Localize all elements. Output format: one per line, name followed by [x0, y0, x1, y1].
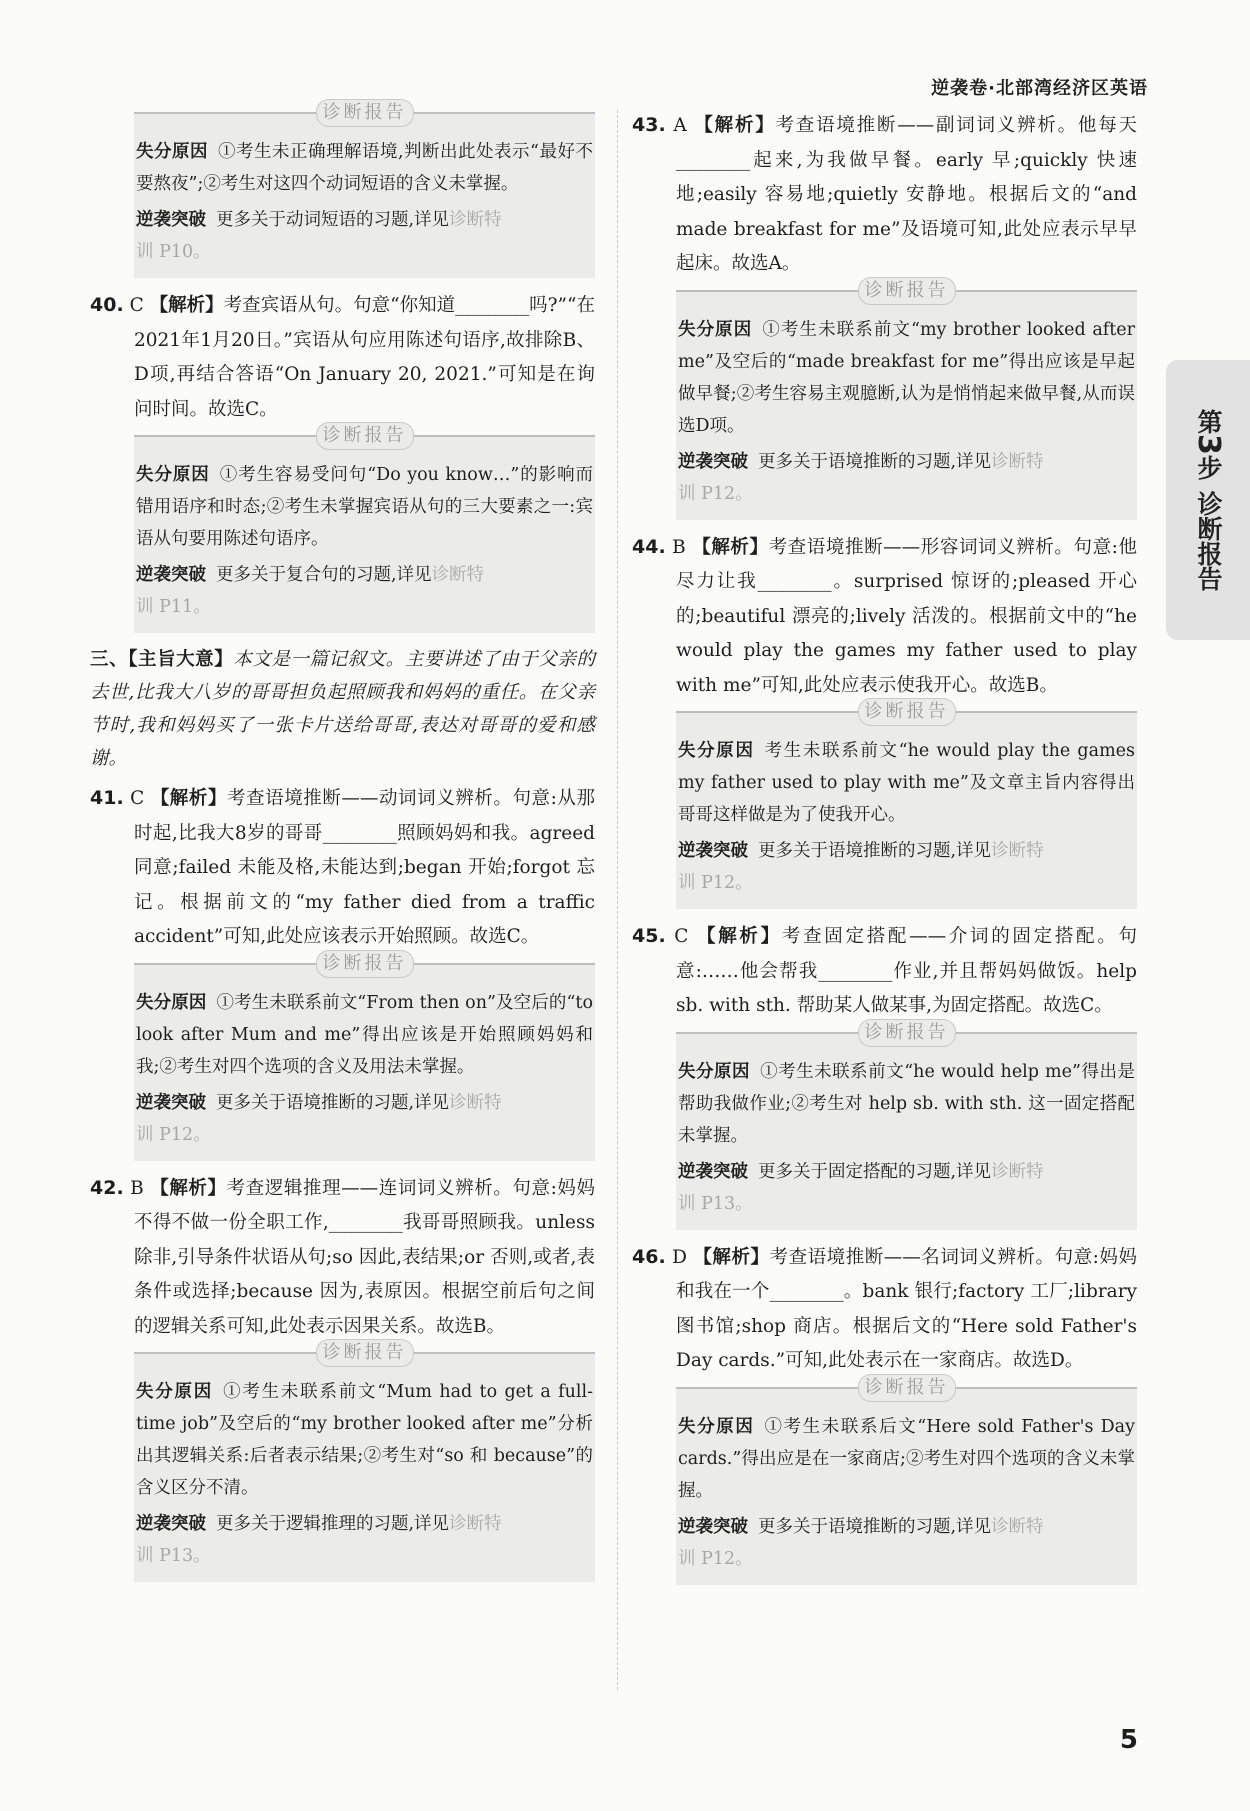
- answer-44: [632, 530, 1137, 704]
- question-number: 42.: [90, 1176, 124, 1199]
- step-suffix: 步: [1194, 454, 1223, 480]
- breakthrough-page: 训 P11。: [136, 597, 211, 617]
- breakthrough-page: 训 P12。: [678, 873, 753, 893]
- reason-row: [136, 1376, 593, 1504]
- diagnosis-box-title: 诊断报告: [858, 698, 956, 726]
- breakthrough-page: 训 P12。: [678, 483, 753, 504]
- diagnosis-box: [676, 1021, 1137, 1230]
- analysis-text: 考查固定搭配——介词的固定搭配。句意:……他会帮我________作业,并且帮妈妈做饭。help sb. with sth. 帮助某人做某事,为固定搭配。故选C。: [676, 926, 1137, 1016]
- question-number: 41.: [90, 787, 124, 809]
- breakthrough-hint: 诊断特: [431, 565, 485, 585]
- analysis-tag: 【解析】: [692, 536, 769, 558]
- left-column: [90, 102, 595, 1592]
- reason-label: 失分原因: [678, 741, 755, 761]
- breakthrough-page: 训 P10。: [136, 242, 211, 262]
- reason-label: 失分原因: [136, 992, 207, 1013]
- step-name: 诊断报告: [1194, 491, 1223, 592]
- answer-letter: C: [130, 788, 145, 809]
- question-number: 45.: [632, 925, 666, 947]
- reason-row: [136, 987, 593, 1083]
- diagnosis-box: [676, 1376, 1137, 1585]
- diagnosis-box: [134, 1342, 595, 1582]
- reason-row: [136, 459, 593, 555]
- answer-43: [632, 108, 1137, 282]
- breakthrough-hint: 诊断特: [991, 1516, 1044, 1537]
- section-summary-text: 本文是一篇记叙文。主要讲述了由于父亲的去世,比我大八岁的哥哥担负起照顾我和妈妈的重任。在父亲节时,我和妈妈买了一张卡片送给哥哥,表达对哥哥的爱和感谢。: [90, 649, 595, 769]
- step-prefix: 第: [1194, 408, 1223, 434]
- breakthrough-label: 逆袭突破: [136, 1514, 206, 1534]
- reason-row: [678, 735, 1135, 831]
- breakthrough-hint: 诊断特: [449, 1514, 502, 1534]
- breakthrough-row: [678, 446, 1135, 510]
- analysis-tag: 【解析】: [694, 115, 776, 136]
- breakthrough-text: 更多关于语境推断的习题,详见: [758, 1516, 992, 1537]
- reason-text: ①考生容易受问句“Do you know…”的影响而错用语序和时态;②考生未掌握宾语从句的三大要素之一:宾语从句要用陈述句语序。: [136, 465, 594, 549]
- column-divider: [617, 110, 618, 1690]
- breakthrough-hint: 诊断特: [449, 210, 502, 230]
- section-3-summary: [90, 643, 595, 775]
- breakthrough-hint: 诊断特: [991, 1161, 1044, 1182]
- analysis-tag: 【解析】: [150, 788, 228, 809]
- step-number: 3: [1191, 433, 1226, 455]
- reason-text: 考生未联系前文“he would play the games my father used to play with me”及文章主旨内容得出哥哥这样做是为了使我开心。: [678, 741, 1136, 825]
- diagnosis-box-title: 诊断报告: [316, 1339, 414, 1367]
- answer-letter: D: [672, 1246, 687, 1268]
- reason-label: 失分原因: [136, 1382, 214, 1402]
- breakthrough-label: 逆袭突破: [136, 565, 206, 585]
- breakthrough-label: 逆袭突破: [678, 1161, 748, 1182]
- question-number: 46.: [632, 1245, 666, 1268]
- breakthrough-label: 逆袭突破: [678, 1516, 748, 1537]
- step-label: [1191, 408, 1226, 480]
- reason-text: ①考生未联系前文“From then on”及空后的“to look after Mum and me”得出应该是开始照顾妈妈和我;②考生对四个选项的含义及用法未掌握。: [136, 992, 593, 1077]
- breakthrough-hint: 诊断特: [449, 1092, 502, 1113]
- breakthrough-row: [678, 835, 1135, 899]
- breakthrough-text: 更多关于固定搭配的习题,详见: [758, 1161, 992, 1182]
- breakthrough-hint: 诊断特: [991, 451, 1044, 472]
- step-side-tab: [1166, 360, 1250, 640]
- header-title: 逆袭卷·北部湾经济区英语: [931, 78, 1148, 99]
- breakthrough-hint: 诊断特: [991, 841, 1044, 861]
- reason-row: [678, 314, 1135, 442]
- reason-text: ①考生未联系前文“Mum had to get a full-time job”及空后的“my brother looked after me”分析出其逻辑关系:后者表示结果;②考生对“so 和 because”的含义区分不清。: [136, 1382, 594, 1498]
- breakthrough-text: 更多关于复合句的习题,详见: [216, 565, 432, 585]
- diagnosis-box: [134, 425, 595, 633]
- reason-label: 失分原因: [678, 1416, 755, 1437]
- reason-label: 失分原因: [136, 465, 210, 485]
- breakthrough-row: [136, 559, 593, 623]
- breakthrough-row: [136, 1087, 593, 1151]
- answer-40: [90, 288, 595, 427]
- reason-text: ①考生未联系后文“Here sold Father's Day cards.”得出应是在一家商店;②考生对四个选项的含义未掌握。: [678, 1416, 1135, 1501]
- analysis-tag: 【解析】: [693, 1246, 770, 1268]
- breakthrough-label: 逆袭突破: [678, 451, 748, 472]
- breakthrough-text: 更多关于语境推断的习题,详见: [216, 1092, 450, 1113]
- breakthrough-label: 逆袭突破: [136, 1092, 206, 1113]
- answer-letter: B: [672, 536, 686, 558]
- answer-letter: A: [673, 115, 687, 136]
- diagnosis-box-title: 诊断报告: [316, 422, 414, 450]
- right-column: [632, 108, 1137, 1595]
- question-number: 40.: [90, 294, 124, 316]
- answer-letter: C: [674, 926, 689, 947]
- diagnosis-box-title: 诊断报告: [316, 950, 414, 978]
- analysis-text: 考查语境推断——名词词义辨析。句意:妈妈和我在一个________。bank 银行;factory 工厂;library 图书馆;shop 商店。根据后文的“Here sold Father's Day cards.”可知,此处表示在一家商店。故选D。: [676, 1246, 1137, 1371]
- breakthrough-page: 训 P12。: [678, 1548, 753, 1569]
- diagnosis-box-title: 诊断报告: [858, 1374, 956, 1402]
- reason-row: [136, 136, 593, 200]
- breakthrough-row: [136, 1508, 593, 1572]
- breakthrough-text: 更多关于语境推断的习题,详见: [758, 451, 992, 472]
- diagnosis-box: [676, 279, 1137, 520]
- diagnosis-box: [134, 952, 595, 1161]
- analysis-text: 考查语境推断——动词词义辨析。句意:从那时起,比我大8岁的哥哥________照顾妈妈和我。agreed 同意;failed 未能及格,未能达到;began 开始;forgot 忘记。根据前文的“my father died from a traffic accident”可知,此处应该表示开始照顾。故选C。: [134, 788, 595, 947]
- reason-text: ①考生未联系前文“my brother looked after me”及空后的“made breakfast for me”得出应该是早起做早餐;②考生容易主观臆断,认为是悄悄起来做早餐,从而误选D项。: [678, 319, 1136, 436]
- reason-row: [678, 1056, 1135, 1152]
- answer-letter: C: [129, 295, 144, 316]
- breakthrough-text: 更多关于语境推断的习题,详见: [758, 841, 992, 861]
- breakthrough-row: [678, 1156, 1135, 1220]
- analysis-tag: 【解析】: [149, 295, 224, 316]
- breakthrough-page: 训 P13。: [136, 1546, 211, 1566]
- answer-41: [90, 781, 595, 955]
- diagnosis-box-title: 诊断报告: [316, 99, 414, 127]
- breakthrough-row: [678, 1511, 1135, 1575]
- answer-45: [632, 919, 1137, 1024]
- section-heading: 三、【主旨大意】: [90, 649, 234, 670]
- question-number: 44.: [632, 535, 666, 558]
- breakthrough-label: 逆袭突破: [136, 210, 206, 230]
- reason-label: 失分原因: [136, 142, 208, 162]
- breakthrough-text: 更多关于逻辑推理的习题,详见: [216, 1514, 450, 1534]
- analysis-tag: 【解析】: [150, 1177, 227, 1199]
- answer-letter: B: [130, 1177, 144, 1199]
- analysis-text: 考查宾语从句。句意“你知道________吗?”“在2021年1月20日。”宾语从句应用陈述句语序,故排除B、D项,再结合答语“On January 20, 2021.”可知是在询问时间。故选C。: [134, 295, 595, 420]
- breakthrough-page: 训 P12。: [136, 1124, 211, 1145]
- breakthrough-text: 更多关于动词短语的习题,详见: [216, 210, 450, 230]
- reason-row: [678, 1411, 1135, 1507]
- breakthrough-label: 逆袭突破: [678, 841, 748, 861]
- answer-42: [90, 1171, 595, 1345]
- question-number: 43.: [632, 114, 666, 136]
- page-number: 5: [1119, 1725, 1138, 1755]
- analysis-text: 考查语境推断——副词词义辨析。他每天________起来,为我做早餐。early 早;quickly 快速地;easily 容易地;quietly 安静地。根据后文的“and made breakfast for me”及语境可知,此处应表示早早起床。故选A。: [676, 115, 1137, 274]
- diagnosis-box: [134, 102, 595, 278]
- diagnosis-box-title: 诊断报告: [858, 277, 956, 305]
- diagnosis-box-title: 诊断报告: [858, 1019, 956, 1047]
- reason-text: ①考生未正确理解语境,判断出此处表示“最好不要熬夜”;②考生对这四个动词短语的含义未掌握。: [136, 142, 593, 194]
- analysis-text: 考查语境推断——形容词词义辨析。句意:他尽力让我________。surprised 惊讶的;pleased 开心的;beautiful 漂亮的;lively 活泼的。根据前文中的“he would play the games my father used to play with me”可知,此处应表示使我开心。故选B。: [676, 536, 1137, 696]
- reason-text: ①考生未联系前文“he would help me”得出是帮助我做作业;②考生对 help sb. with sth. 这一固定搭配未掌握。: [678, 1061, 1136, 1146]
- reason-label: 失分原因: [678, 1061, 751, 1082]
- analysis-tag: 【解析】: [697, 926, 782, 947]
- reason-label: 失分原因: [678, 319, 753, 340]
- answer-46: [632, 1240, 1137, 1379]
- breakthrough-row: [136, 204, 593, 268]
- breakthrough-page: 训 P13。: [678, 1193, 753, 1214]
- analysis-text: 考查逻辑推理——连词词义辨析。句意:妈妈不得不做一份全职工作,________我哥哥照顾我。unless 除非,引导条件状语从句;so 因此,表结果;or 否则,或者,表条件或选择;because 因为,表原因。根据空前后句之间的逻辑关系可知,此处表示因果关系。故选B。: [134, 1177, 595, 1337]
- diagnosis-box: [676, 701, 1137, 909]
